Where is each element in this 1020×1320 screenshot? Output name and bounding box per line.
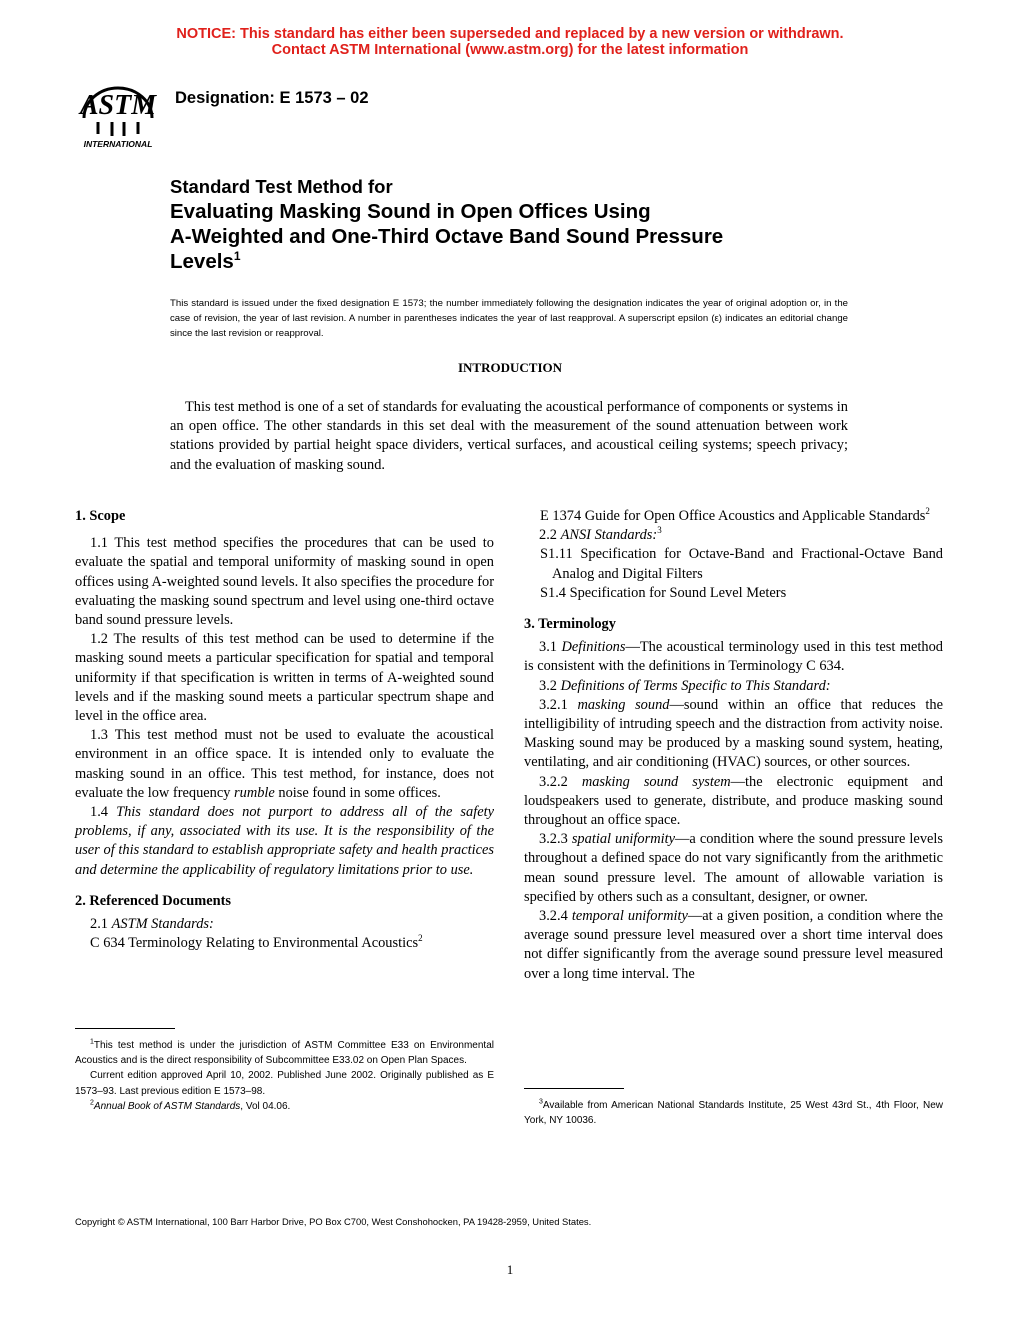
notice-line-1: NOTICE: This standard has either been superseded and replaced by a new version or withdrawn.: [176, 26, 844, 42]
scope-heading: 1. Scope: [75, 508, 126, 524]
footnote-3: $^3$Available from American National Standards Institute, 25 West 43rd St., 4th Floor, New York, NY 10036.: [524, 1098, 943, 1127]
ref-c634: C 634 Terminology Relating to Environmental Acoustics$^2$: [90, 933, 423, 952]
issued-note: This standard is issued under the fixed designation E 1573; the number immediately following the designation indicates the year of original adoption or, in the case of revision, the year of last revision. A number in parentheses indicates the year of last reapproval. A superscript epsilon (ε) indicates an editorial change since the last revision or reapproval.: [170, 298, 848, 339]
footnote-1: $^1$This test method is under the jurisdiction of ASTM Committee E33 on Environmental Acoustics and is the direct responsibility of Subcommittee E33.02 on Open Plan Spaces.: [75, 1038, 494, 1067]
title-line-3: A-Weighted and One-Third Octave Band Sound Pressure: [170, 225, 724, 248]
withdrawal-notice: [0, 27, 1020, 58]
scope-1-2: 1.2 The results of this test method can be used to determine if the masking sound meets a particular specification for spatial and temporal uniformity if that specification is written in terms of A-weighted sound levels and if the masking sound meets a particular spectrum shape and level in the office area.: [75, 631, 494, 725]
copyright: Copyright © ASTM International, 100 Barr Harbor Drive, PO Box C700, West Conshohocken, PA 19428-2959, United States.: [75, 1216, 592, 1227]
ref-e1374: E 1374 Guide for Open Office Acoustics and Applicable Standards$^2$: [540, 506, 930, 524]
term-3-1: 3.1 Definitions—The acoustical terminology used in this test method is consistent with the definitions in Terminology C 634.: [524, 639, 943, 675]
notice-line-2: Contact ASTM International (www.astm.org) for the latest information: [271, 41, 749, 58]
scope-1-4: 1.4 This standard does not purport to address all of the safety problems, if any, associated with its use. It is the responsibility of the user of this standard to establish appropriate safety and health practices and determine the applicability of regulatory limitations prior to use.: [75, 804, 494, 878]
title-line-1: Standard Test Method for: [170, 176, 393, 197]
scope-1-1: 1.1 This test method specifies the procedures that can be used to evaluate the spatial and temporal uniformity of masking sound in open offices using A-weighted sound levels. It also specifies the procedure for evaluating the masking sound spectrum and level using one-third octave band sound pressure levels.: [75, 535, 494, 629]
title-line-4: Levels: [170, 250, 234, 273]
astm-logo: [76, 78, 160, 150]
footnote-rule-right: [524, 1088, 624, 1089]
title-footnote-mark: 1: [233, 249, 241, 264]
footnote-2: $^2$Annual Book of ASTM Standards, Vol 04.06.: [90, 1099, 291, 1112]
term-3-2-3: 3.2.3 spatial uniformity—a condition where the sound pressure levels throughout a defined space do not vary significantly from the arithmetic mean sound pressure level. The amount of allowable variation is specified by others such as a consultant, designer, or owner.: [524, 831, 943, 905]
term-3-2-4: 3.2.4 temporal uniformity—at a given position, a condition where the average sound pressure level measured over a short time interval does not differ significantly from the average sound pressure level measured over a long time interval. The: [524, 908, 943, 982]
term-3-2: 3.2 Definitions of Terms Specific to This Standard:: [539, 677, 831, 694]
logo-mark: ASTM: [79, 90, 157, 121]
referenced-documents-heading: 2. Referenced Documents: [75, 892, 231, 909]
ansi-standards-label: 2.2 ANSI Standards:$^3$: [539, 525, 662, 544]
page-number: 1: [506, 1262, 514, 1277]
left-column: [75, 507, 494, 953]
scope-1-3: 1.3 This test method must not be used to evaluate the acoustical environment in an office space. It is intended only to evaluate the masking sound in an office. This test method, for instance, does not evaluate the low frequency rumble noise found in some offices.: [75, 727, 494, 801]
terminology-heading: 3. Terminology: [524, 616, 616, 633]
designation: Designation: E 1573 – 02: [175, 89, 369, 107]
footnotes-right: [524, 1098, 943, 1128]
term-3-2-1: 3.2.1 masking sound—sound within an office that reduces the intelligibility of intruding speech and the distraction from activity noise. Masking sound may be produced by a masking sound system, heating, ventilating, and air conditioning (HVAC) sources, or other sources.: [524, 696, 943, 771]
introduction-text: This test method is one of a set of standards for evaluating the acoustical performance of components or systems in an open office. The other standards in this set deal with the measurement of the sound attenuation between work stations provided by partial height space dividers, vertical surfaces, and acoustical ceiling systems; speech privacy; and the evaluation of masking sound.: [170, 399, 848, 473]
document-title: [170, 175, 870, 274]
ref-s1-11: S1.11 Specification for Octave-Band and Fractional-Octave Band Analog and Digital Filters: [540, 546, 943, 582]
footnote-1-edition: Current edition approved April 10, 2002. Published June 2002. Originally published as E 1573–93. Last previous edition E 1573–98.: [75, 1070, 494, 1097]
introduction-heading: INTRODUCTION: [457, 360, 562, 375]
logo-subtitle: INTERNATIONAL: [83, 139, 153, 149]
astm-standards-label: 2.1 ASTM Standards:: [90, 916, 214, 933]
right-column: [524, 507, 943, 984]
title-line-2: Evaluating Masking Sound in Open Offices Using: [170, 200, 651, 223]
ref-s1-4: S1.4 Specification for Sound Level Meters: [540, 584, 787, 601]
footnote-rule-left: [75, 1028, 175, 1029]
footnotes-left: [75, 1038, 494, 1114]
term-3-2-2: 3.2.2 masking sound system—the electronic equipment and loudspeakers used to generate, distribute, and produce masking sound throughout an office space.: [524, 773, 943, 829]
